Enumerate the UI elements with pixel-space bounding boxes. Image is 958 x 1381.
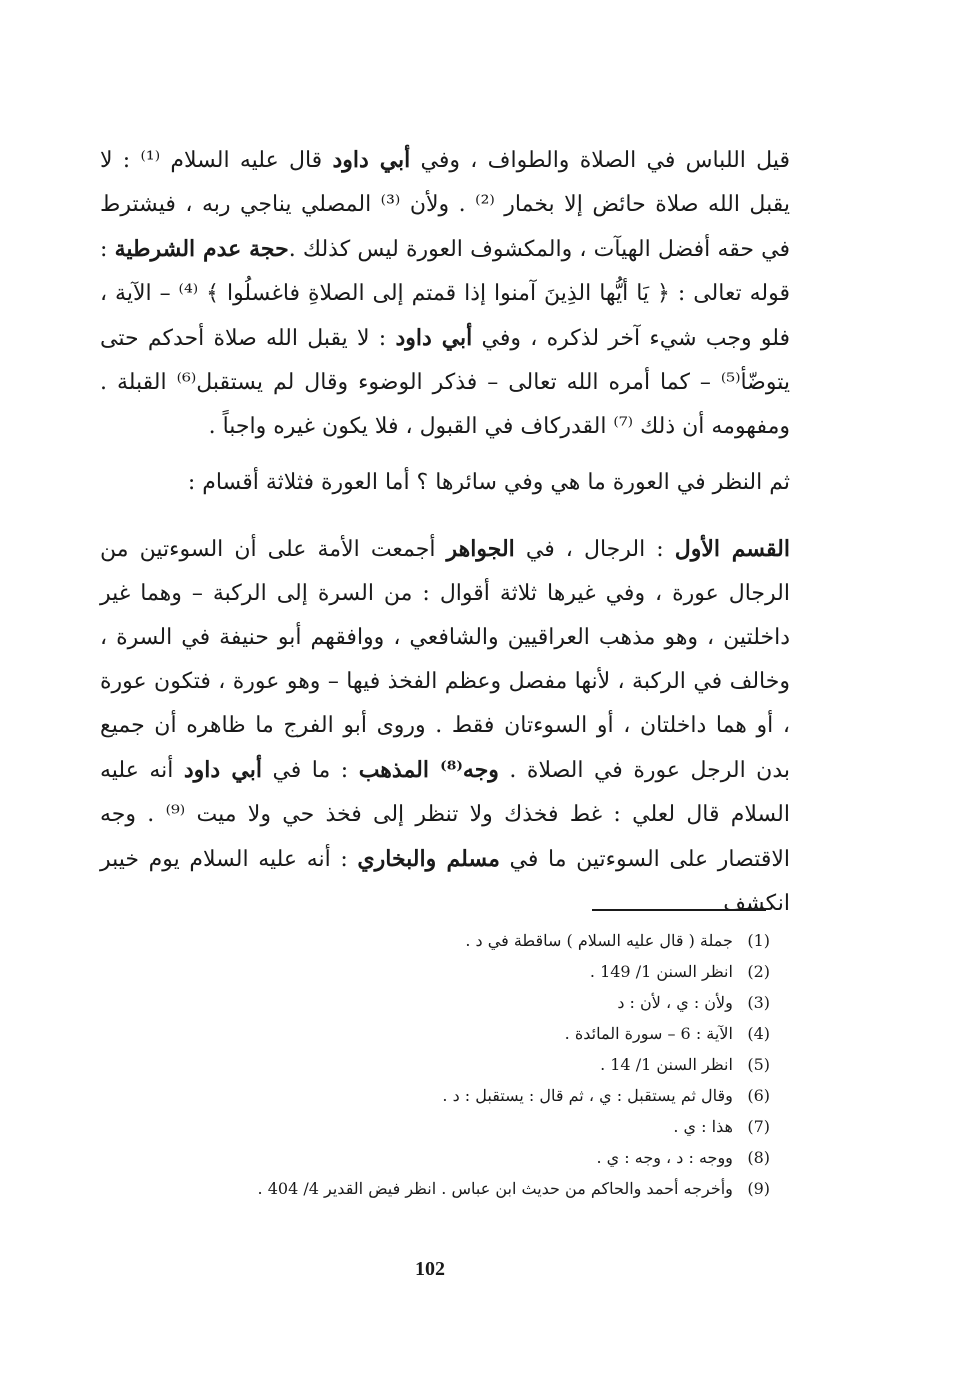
footnote-number: (3)	[747, 993, 770, 1012]
text-segment: : الرجال ، في	[514, 537, 675, 562]
paragraph-purity-conditions	[100, 138, 790, 449]
footnote-item	[140, 956, 770, 987]
footnote-text: ووجه : د ، وجه : ي .	[596, 1148, 733, 1167]
footnote-number: (6)	[747, 1086, 770, 1105]
source-reference-abu-dawud: أبي داود	[332, 147, 411, 173]
footnote-item	[140, 1018, 770, 1049]
heading-first-section: القسم الأول	[674, 536, 790, 562]
page-number: 102	[415, 1258, 445, 1280]
footnote-text: وأخرجه أحمد والحاكم من حديث ابن عباس . انظر فيض القدير 4/ 404 .	[257, 1179, 733, 1198]
paragraph-first-section-men	[100, 527, 790, 926]
footnote-item	[140, 1173, 770, 1204]
footnote-text: ولأن : ي ، لأن : د	[617, 993, 733, 1012]
footnote-item	[140, 1049, 770, 1080]
text-segment: أجمعت الأمة على أن السوءتين من الرجال عورة ، وفي غيرها ثلاثة أقوال : من السرة إلى الركبة – وهما غير داخلتين ، وهو مذهب العراقيين والشافعي ، ووافقهم أبو حنيفة في السرة ، وخالف في الركبة ، لأنها مفصل وعظم الفخذ فيها – وهو عورة ، فتكون عورة ، أو هما داخلتان ، أو السوءتان فقط . وروى أبو الفرج ما ظاهره أن جميع بدن الرجل عورة في الصلاة .	[100, 537, 791, 783]
footnote-number: (4)	[747, 1024, 770, 1043]
footnote-number: (5)	[747, 1055, 770, 1074]
footnote-number: (7)	[747, 1117, 770, 1136]
source-reference-abu-dawud: أبي داود	[183, 757, 262, 783]
text-segment: أنه عليه السلام قال لعلي : غط فخذك ولا تنظر إلى فخذ حي ولا ميت ⁽⁹⁾ . وجه الاقتصار على السوءتين ما في	[100, 758, 791, 872]
main-text-body	[100, 138, 790, 926]
footnote-text: الآية : 6 – سورة المائدة .	[564, 1024, 733, 1043]
footnote-text: جملة ( قال عليه السلام ) ساقطة في د .	[465, 931, 733, 950]
footnote-item	[140, 987, 770, 1018]
source-reference-muslim-bukhari: مسلم والبخاري	[357, 846, 500, 872]
source-reference-abu-dawud: أبي داود	[395, 325, 473, 351]
paragraph-awrah-intro	[100, 461, 790, 505]
footnote-text: انظر السنن 1/ 149 .	[589, 962, 733, 981]
text-segment: : أنه عليه السلام يوم خيبر انكشف	[100, 847, 790, 916]
footnote-item	[140, 925, 770, 956]
footnote-item	[140, 1080, 770, 1111]
footnote-item	[140, 1142, 770, 1173]
heading-madhhab-reason: وجه⁽⁸⁾ المذهب	[358, 757, 499, 783]
text-segment: : ما في	[261, 758, 359, 783]
footnotes-list	[140, 925, 770, 1204]
text-segment: : لا يقبل الله صلاة أحدكم حتى يتوضّأ⁽⁵⁾ – كما أمره الله تعالى – فذكر الوضوء وقال لم يستقبل⁽⁶⁾ القبلة . ومفهومه أن ذلك ⁽⁷⁾ القدركاف في القبول ، فلا يكون غيره واجباً .	[100, 326, 790, 439]
footnote-text: هذا : ي .	[673, 1117, 733, 1136]
text-segment: قيل اللباس في الصلاة والطواف ، وفي	[410, 148, 790, 173]
footnote-text: وقال ثم يستقبل : ي ، ثم قال : يستقبل : د .	[442, 1086, 733, 1105]
footnote-text: انظر السنن 1/ 14 .	[600, 1055, 733, 1074]
text-segment: ثم النظر في العورة ما هي وفي سائرها ؟ أما العورة فثلاثة أقسام :	[187, 470, 790, 495]
heading-argument-non-condition: حجة عدم الشرطية	[114, 236, 289, 262]
footnote-number: (9)	[747, 1179, 770, 1198]
footnote-number: (2)	[747, 962, 770, 981]
footnote-number: (8)	[747, 1148, 770, 1167]
footnote-item	[140, 1111, 770, 1142]
footnote-separator-rule	[592, 909, 766, 911]
text-segment: قال عليه السلام ⁽¹⁾ : لا يقبل الله صلاة حائض إلا بخمار ⁽²⁾ . ولأن ⁽³⁾ المصلي يناجي ربه ، فيشترط في حقه أفضل الهيآت ، والمكشوف العورة ليس كذلك .	[100, 148, 791, 262]
text-segment: : قوله تعالى : ﴿ يَا أيُّها الذِينَ آمنوا إذا قمتم إلى الصلاةِ فاغسلُوا ﴾ ⁽⁴⁾ – الآية ، فلو وجب شيء آخر لذكره ، وفي	[100, 237, 791, 351]
source-reference-jawahir: الجواهر	[446, 536, 515, 562]
footnote-number: (1)	[747, 931, 770, 950]
